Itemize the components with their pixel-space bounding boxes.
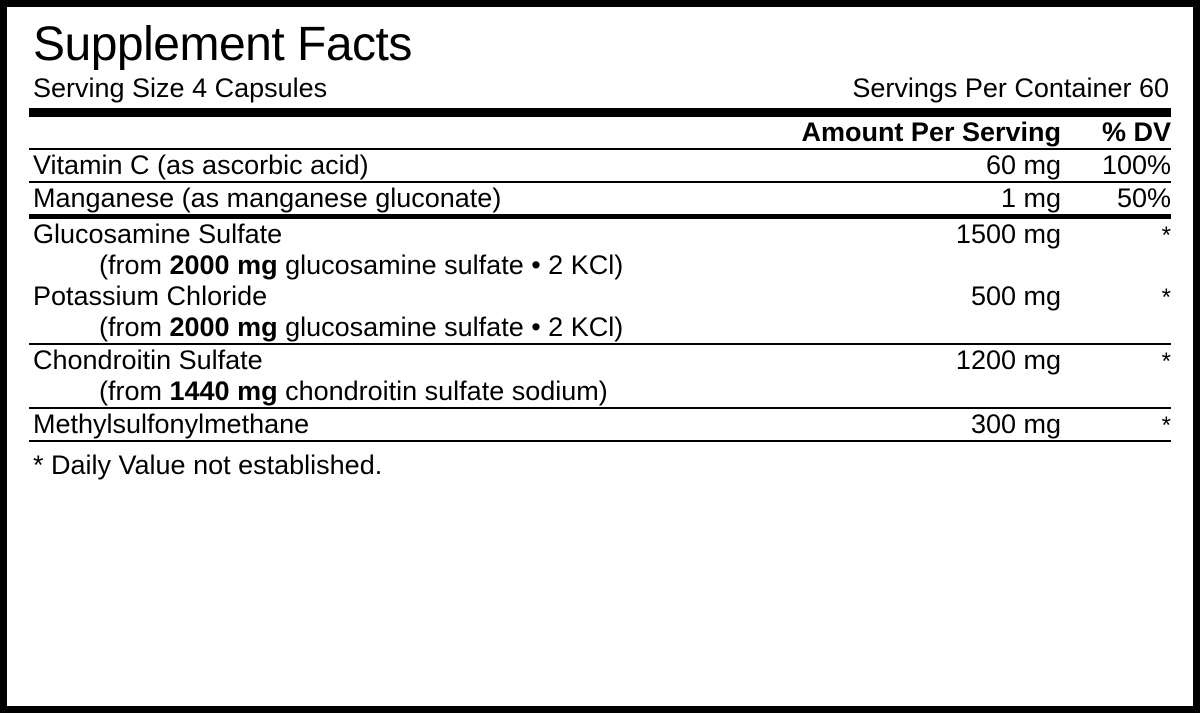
- divider-top-thick: [29, 108, 1171, 117]
- nutrient-group-glucosamine-potassium: [29, 219, 1171, 343]
- header-blank: [29, 117, 801, 148]
- table-header-row: [29, 117, 1171, 148]
- nutrient-row-vitamin-c: [29, 150, 1171, 181]
- nutrient-row-manganese: [29, 183, 1171, 214]
- nutrient-amount: 300 mg: [970, 408, 1061, 439]
- header-percent-dv: % DV: [1101, 116, 1171, 147]
- nutrient-name: Methylsulfonylmethane: [33, 408, 310, 439]
- nutrient-row-chondroitin: [29, 345, 1171, 407]
- table-subrow: [29, 312, 1171, 343]
- source-note-pre: (from: [99, 311, 170, 342]
- nutrient-name: Manganese (as manganese gluconate): [33, 182, 502, 213]
- nutrient-name: Vitamin C (as ascorbic acid): [33, 149, 369, 180]
- nutrient-amount: 1500 mg: [955, 218, 1061, 249]
- page-title: Supplement Facts: [33, 18, 412, 71]
- table-subrow: [29, 376, 1171, 407]
- nutrient-row-msm: [29, 409, 1171, 440]
- table-row: [29, 183, 1171, 214]
- source-note-amount: 1440 mg: [169, 375, 278, 406]
- source-note-amount: 2000 mg: [169, 311, 278, 342]
- nutrient-source-note: [29, 250, 1171, 281]
- nutrient-name: Potassium Chloride: [33, 280, 268, 311]
- nutrient-amount: 60 mg: [985, 149, 1061, 180]
- nutrient-dv: 50%: [1116, 182, 1171, 213]
- serving-size-text: Serving Size 4 Capsules: [33, 72, 328, 103]
- nutrient-amount: 1 mg: [1000, 182, 1061, 213]
- nutrient-name: Glucosamine Sulfate: [33, 218, 283, 249]
- nutrient-dv: *: [1161, 283, 1171, 311]
- table-subrow: [29, 250, 1171, 281]
- header-amount-per-serving: Amount Per Serving: [801, 116, 1061, 147]
- servings-per-container-text: Servings Per Container 60: [852, 72, 1169, 103]
- serving-info-row: [33, 73, 1169, 104]
- nutrient-source-note: [29, 312, 1171, 343]
- nutrient-amount: 500 mg: [970, 280, 1061, 311]
- source-note-post: glucosamine sulfate • 2 KCl): [277, 311, 624, 342]
- nutrient-source-note: [29, 376, 1171, 407]
- nutrient-dv: 100%: [1101, 149, 1171, 180]
- source-note-pre: (from: [99, 375, 170, 406]
- nutrient-dv: *: [1161, 411, 1171, 439]
- table-row: [29, 219, 1171, 250]
- facts-table: [29, 117, 1171, 148]
- footnote-text: * Daily Value not established.: [33, 449, 383, 480]
- table-row: [29, 409, 1171, 440]
- nutrient-dv: *: [1161, 347, 1171, 375]
- nutrient-dv: *: [1161, 221, 1171, 249]
- source-note-pre: (from: [99, 249, 170, 280]
- nutrient-amount: 1200 mg: [955, 344, 1061, 375]
- table-row: [29, 281, 1171, 312]
- source-note-amount: 2000 mg: [169, 249, 278, 280]
- source-note-post: glucosamine sulfate • 2 KCl): [277, 249, 624, 280]
- divider-before-footnote: [29, 440, 1171, 442]
- table-row: [29, 345, 1171, 376]
- source-note-post: chondroitin sulfate sodium): [277, 375, 608, 406]
- nutrient-name: Chondroitin Sulfate: [33, 344, 263, 375]
- table-row: [29, 150, 1171, 181]
